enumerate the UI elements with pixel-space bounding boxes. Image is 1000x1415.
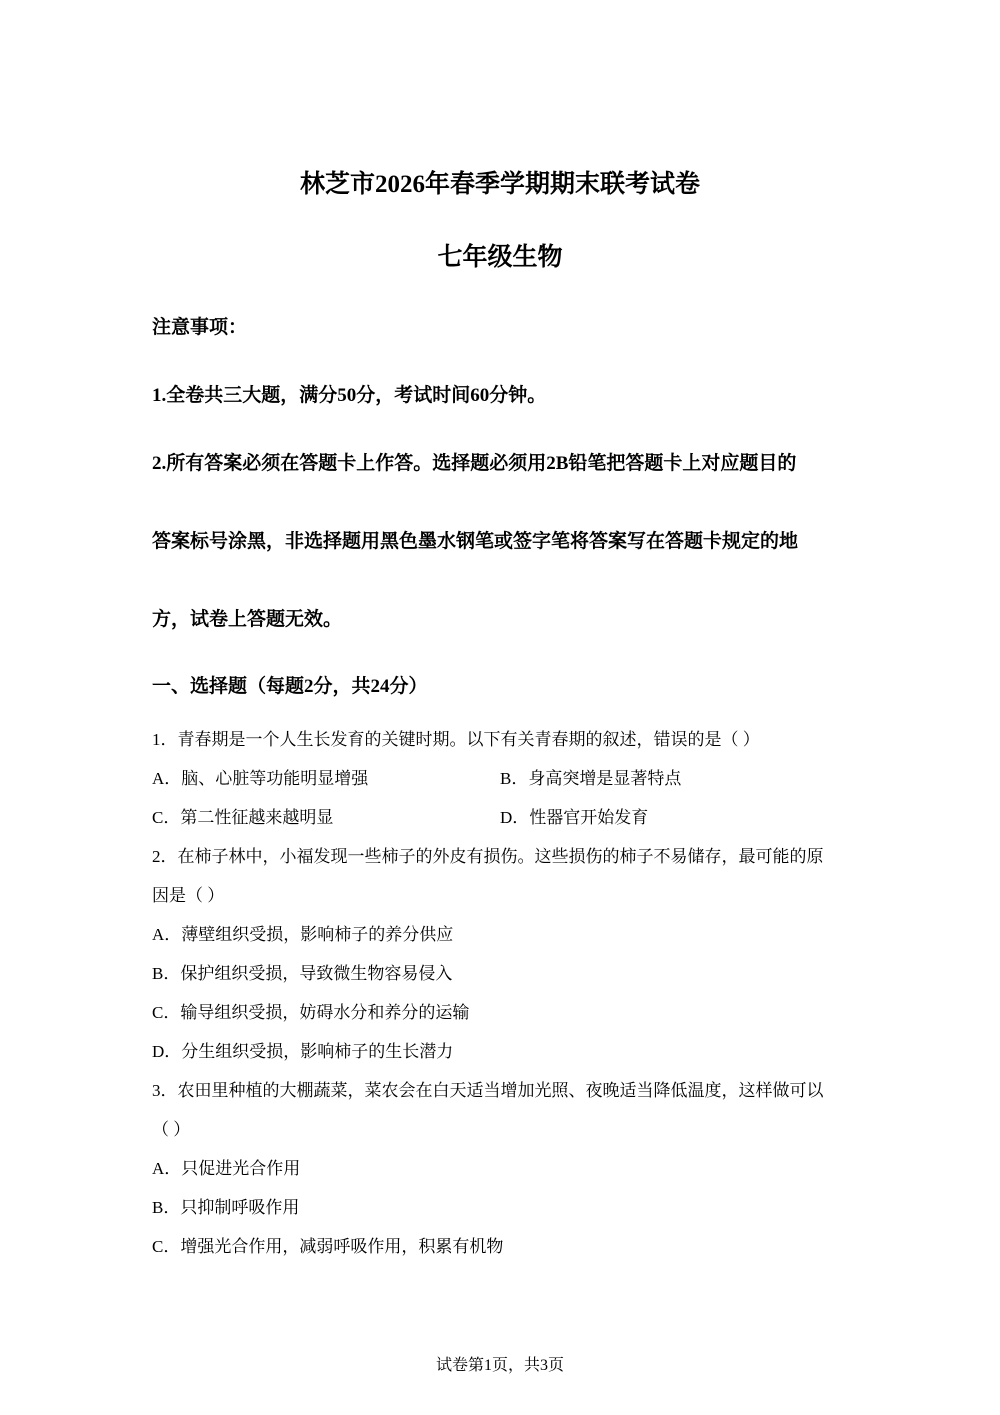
question-1-option-c: C．第二性征越来越明显	[152, 808, 334, 827]
question-3-option-c: C．增强光合作用，减弱呼吸作用，积累有机物	[152, 1237, 504, 1256]
question-2-option-b: B．保护组织受损，导致微生物容易侵入	[152, 964, 453, 983]
section-1-heading: 一、选择题（每题2分，共24分）	[152, 676, 428, 697]
question-3-stem-line-2: （ ）	[152, 1120, 191, 1139]
question-1-option-a: A．脑、心脏等功能明显增强	[152, 769, 369, 788]
question-2-stem-line-1: 2．在柿子林中，小福发现一些柿子的外皮有损伤。这些损伤的柿子不易储存，最可能的原	[152, 847, 824, 866]
notice-item-2-line-1: 2.所有答案必须在答题卡上作答。选择题必须用2B铅笔把答题卡上对应题目的	[152, 453, 797, 474]
notice-item-1: 1.全卷共三大题，满分50分，考试时间60分钟。	[152, 385, 547, 406]
question-2-option-d: D．分生组织受损，影响柿子的生长潜力	[152, 1042, 454, 1061]
question-3-option-b: B．只抑制呼吸作用	[152, 1198, 300, 1217]
notice-item-2-line-2: 答案标号涂黑，非选择题用黑色墨水钢笔或签字笔将答案写在答题卡规定的地	[152, 531, 799, 552]
exam-subject: 七年级生物	[437, 244, 563, 271]
question-3-option-a: A．只促进光合作用	[152, 1159, 301, 1178]
notice-item-2-line-3: 方，试卷上答题无效。	[152, 609, 343, 630]
page-footer: 试卷第1页，共3页	[435, 1357, 564, 1374]
notice-heading: 注意事项：	[152, 317, 248, 338]
question-2-option-c: C．输导组织受损，妨碍水分和养分的运输	[152, 1003, 470, 1022]
question-2-stem-line-2: 因是（ ）	[152, 886, 225, 905]
question-1-option-d: D．性器官开始发育	[500, 808, 649, 827]
question-1-option-b: B．身高突增是显著特点	[500, 769, 682, 788]
question-3-stem-line-1: 3．农田里种植的大棚蔬菜，菜农会在白天适当增加光照、夜晚适当降低温度，这样做可以	[152, 1081, 824, 1100]
question-1-stem: 1．青春期是一个人生长发育的关键时期。以下有关青春期的叙述，错误的是（ ）	[152, 730, 760, 749]
exam-title: 林芝市2026年春季学期期末联考试卷	[299, 171, 700, 198]
question-2-option-a: A．薄壁组织受损，影响柿子的养分供应	[152, 925, 454, 944]
